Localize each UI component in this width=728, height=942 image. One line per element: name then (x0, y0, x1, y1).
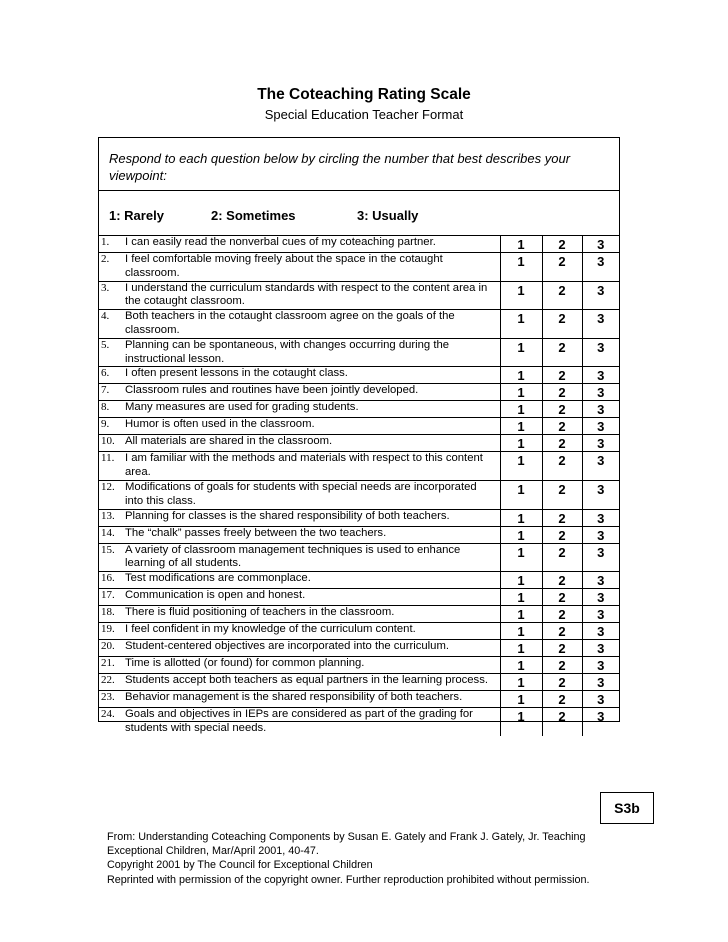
item-row (99, 281, 619, 310)
item-row (99, 691, 619, 708)
item-number: 17. (101, 589, 115, 602)
instructions: Respond to each question below by circling the number that best describes your viewpoint: (109, 151, 571, 183)
footer-line: Reprinted with permission of the copyright owner. Further reproduction prohibited without permission. (107, 873, 590, 886)
item-question (99, 310, 500, 339)
item-text: The “chalk” passes freely between the two teachers. (125, 526, 387, 539)
item-row (99, 657, 619, 674)
item-text: Planning can be spontaneous, with changes occurring during the instructional lesson. (125, 338, 450, 365)
item-number: 2. (101, 253, 110, 265)
rating-option-2[interactable]: 2 (542, 509, 582, 526)
rating-option-2[interactable]: 2 (542, 435, 582, 452)
item-text: I can easily read the nonverbal cues of my coteaching partner. (125, 236, 436, 248)
item-question (99, 526, 500, 543)
rating-option-3[interactable]: 3 (582, 418, 619, 435)
rating-option-3[interactable]: 3 (582, 236, 619, 253)
item-question (99, 281, 500, 310)
rating-option-3[interactable]: 3 (582, 367, 619, 384)
rating-option-3[interactable]: 3 (582, 708, 619, 736)
rating-option-2[interactable]: 2 (542, 310, 582, 339)
item-question (99, 509, 500, 526)
item-row (99, 674, 619, 691)
rating-option-1[interactable]: 1 (500, 367, 542, 384)
rating-option-1[interactable]: 1 (500, 526, 542, 543)
item-row (99, 623, 619, 640)
rating-option-2[interactable]: 2 (542, 338, 582, 367)
rating-option-2[interactable]: 2 (542, 480, 582, 509)
item-question (99, 401, 500, 418)
rating-option-3[interactable]: 3 (582, 657, 619, 674)
item-question (99, 338, 500, 367)
item-number: 15. (101, 543, 115, 556)
footer-line: Exceptional Children, Mar/April 2001, 40-47. (107, 845, 319, 858)
item-number: 24. (101, 708, 115, 721)
rating-option-1[interactable]: 1 (500, 401, 542, 418)
item-question (99, 691, 500, 708)
source-citation (107, 830, 707, 887)
item-question (99, 674, 500, 691)
rating-option-1[interactable]: 1 (500, 435, 542, 452)
item-row (99, 589, 619, 606)
divider (99, 190, 619, 191)
rating-option-3[interactable]: 3 (582, 509, 619, 526)
item-question (99, 480, 500, 509)
rating-option-2[interactable]: 2 (542, 281, 582, 310)
item-number: 6. (101, 367, 110, 380)
rating-option-2[interactable]: 2 (542, 708, 582, 736)
item-number: 5. (101, 338, 110, 351)
item-question (99, 452, 500, 481)
rating-option-3[interactable]: 3 (582, 338, 619, 367)
rating-option-3[interactable]: 3 (582, 384, 619, 401)
item-number: 13. (101, 509, 115, 522)
rating-option-2[interactable]: 2 (542, 640, 582, 657)
item-number: 1. (101, 236, 110, 248)
item-text: Behavior management is the shared responsibility of both teachers. (125, 691, 463, 704)
rating-option-3[interactable]: 3 (582, 281, 619, 310)
item-row (99, 384, 619, 401)
item-row (99, 606, 619, 623)
item-row (99, 452, 619, 481)
item-text: Many measures are used for grading students. (125, 401, 359, 414)
item-question (99, 384, 500, 401)
item-row (99, 480, 619, 509)
item-question (99, 418, 500, 435)
item-text: Students accept both teachers as equal partners in the learning process. (125, 674, 488, 687)
rating-option-2[interactable]: 2 (542, 236, 582, 253)
item-text: Both teachers in the cotaught classroom agree on the goals of the classroom. (125, 310, 455, 336)
item-number: 4. (101, 310, 110, 323)
rating-option-3[interactable]: 3 (582, 253, 619, 282)
rating-option-2[interactable]: 2 (542, 674, 582, 691)
item-question (99, 572, 500, 589)
item-number: 21. (101, 657, 115, 670)
item-number: 7. (101, 384, 110, 397)
rating-option-3[interactable]: 3 (582, 480, 619, 509)
item-number: 10. (101, 435, 115, 448)
item-row (99, 708, 619, 736)
rating-option-2[interactable]: 2 (542, 418, 582, 435)
item-text: Communication is open and honest. (125, 589, 306, 602)
item-row (99, 572, 619, 589)
item-row (99, 401, 619, 418)
item-row (99, 640, 619, 657)
item-question (99, 236, 500, 253)
rating-option-3[interactable]: 3 (582, 452, 619, 481)
footer-line: Copyright 2001 by The Council for Exceptional Children (107, 859, 373, 872)
rating-option-2[interactable]: 2 (542, 452, 582, 481)
rating-option-1[interactable]: 1 (500, 623, 542, 640)
rating-option-1[interactable]: 1 (500, 543, 542, 572)
item-text: I understand the curriculum standards with respect to the content area in the cotaught classroom. (125, 281, 488, 308)
item-text: Modifications of goals for students with special needs are incorporated into this class. (125, 480, 477, 507)
rating-option-1[interactable]: 1 (500, 640, 542, 657)
item-number: 8. (101, 401, 110, 414)
item-question (99, 589, 500, 606)
item-number: 22. (101, 674, 115, 687)
rating-option-2[interactable]: 2 (542, 253, 582, 282)
item-text: I feel comfortable moving freely about the space in the cotaught classroom. (125, 253, 443, 279)
rating-option-1[interactable]: 1 (500, 384, 542, 401)
footer-line: From: Understanding Coteaching Components by Susan E. Gately and Frank J. Gately, Jr. Teaching (107, 831, 586, 843)
item-question (99, 543, 500, 572)
rating-option-1[interactable]: 1 (500, 691, 542, 708)
item-question (99, 657, 500, 674)
item-number: 11. (101, 452, 115, 465)
scale-label-usually: 3: Usually (357, 208, 419, 223)
item-number: 3. (101, 281, 110, 294)
page-subtitle: Special Education Teacher Format (264, 107, 464, 122)
item-question (99, 623, 500, 640)
rating-option-2[interactable]: 2 (542, 589, 582, 606)
rating-scale-box (98, 137, 620, 734)
item-question (99, 708, 500, 736)
rating-option-2[interactable]: 2 (542, 691, 582, 708)
item-text: A variety of classroom management techniques is used to enhance learning of all students. (125, 543, 461, 570)
item-text: Test modifications are commonplace. (125, 572, 311, 585)
rating-option-3[interactable]: 3 (582, 606, 619, 623)
rating-option-3[interactable]: 3 (582, 401, 619, 418)
item-text: Student-centered objectives are incorporated into the curriculum. (125, 640, 450, 653)
item-number: 18. (101, 606, 115, 619)
rating-option-1[interactable]: 1 (500, 480, 542, 509)
scale-label-sometimes: 2: Sometimes (211, 208, 296, 223)
item-number: 14. (101, 526, 115, 539)
item-text: I often present lessons in the cotaught class. (125, 367, 348, 380)
item-number: 20. (101, 640, 115, 653)
item-row (99, 338, 619, 367)
rating-option-1[interactable]: 1 (500, 674, 542, 691)
rating-option-1[interactable]: 1 (500, 606, 542, 623)
item-question (99, 435, 500, 452)
scale-label-rarely: 1: Rarely (109, 208, 164, 223)
items-table (99, 235, 619, 736)
item-number: 12. (101, 480, 115, 493)
item-row (99, 236, 619, 253)
item-row (99, 253, 619, 282)
item-number: 9. (101, 418, 110, 431)
item-text: All materials are shared in the classroom. (125, 435, 333, 448)
item-number: 16. (101, 572, 115, 585)
rating-option-1[interactable]: 1 (500, 452, 542, 481)
item-row (99, 526, 619, 543)
item-row (99, 367, 619, 384)
rating-option-1[interactable]: 1 (500, 310, 542, 339)
rating-option-3[interactable]: 3 (582, 543, 619, 572)
page-title: The Coteaching Rating Scale (257, 86, 471, 103)
form-code-badge: S3b (600, 792, 654, 824)
rating-option-2[interactable]: 2 (542, 543, 582, 572)
rating-option-3[interactable]: 3 (582, 640, 619, 657)
item-number: 19. (101, 623, 115, 636)
rating-option-2[interactable]: 2 (542, 572, 582, 589)
item-text: Classroom rules and routines have been jointly developed. (125, 384, 419, 397)
rating-option-3[interactable]: 3 (582, 310, 619, 339)
rating-option-1[interactable]: 1 (500, 572, 542, 589)
item-text: I feel confident in my knowledge of the curriculum content. (125, 623, 416, 636)
rating-option-2[interactable]: 2 (542, 606, 582, 623)
item-question (99, 367, 500, 384)
item-number: 23. (101, 691, 115, 704)
item-text: Time is allotted (or found) for common planning. (125, 657, 365, 670)
item-row (99, 435, 619, 452)
rating-option-2[interactable]: 2 (542, 657, 582, 674)
item-question (99, 606, 500, 623)
item-row (99, 509, 619, 526)
rating-option-2[interactable]: 2 (542, 526, 582, 543)
rating-option-1[interactable]: 1 (500, 253, 542, 282)
rating-option-3[interactable]: 3 (582, 623, 619, 640)
rating-option-2[interactable]: 2 (542, 384, 582, 401)
item-question (99, 253, 500, 282)
rating-option-2[interactable]: 2 (542, 623, 582, 640)
rating-option-1[interactable]: 1 (500, 509, 542, 526)
rating-option-3[interactable]: 3 (582, 674, 619, 691)
item-row (99, 543, 619, 572)
rating-option-3[interactable]: 3 (582, 691, 619, 708)
rating-option-2[interactable]: 2 (542, 401, 582, 418)
item-question (99, 640, 500, 657)
rating-option-3[interactable]: 3 (582, 572, 619, 589)
rating-option-2[interactable]: 2 (542, 367, 582, 384)
rating-option-1[interactable]: 1 (500, 657, 542, 674)
item-row (99, 310, 619, 339)
rating-option-1[interactable]: 1 (500, 236, 542, 253)
item-text: There is fluid positioning of teachers in the classroom. (125, 606, 395, 619)
rating-option-1[interactable]: 1 (500, 338, 542, 367)
item-text: Goals and objectives in IEPs are considered as part of the grading for students with special needs. (125, 708, 473, 734)
rating-option-1[interactable]: 1 (500, 281, 542, 310)
rating-option-3[interactable]: 3 (582, 435, 619, 452)
rating-option-1[interactable]: 1 (500, 589, 542, 606)
item-text: I am familiar with the methods and materials with respect to this content area. (125, 452, 483, 479)
rating-option-1[interactable]: 1 (500, 418, 542, 435)
item-text: Humor is often used in the classroom. (125, 418, 315, 431)
rating-option-3[interactable]: 3 (582, 526, 619, 543)
item-text: Planning for classes is the shared responsibility of both teachers. (125, 509, 450, 522)
rating-option-1[interactable]: 1 (500, 708, 542, 736)
item-row (99, 418, 619, 435)
rating-option-3[interactable]: 3 (582, 589, 619, 606)
